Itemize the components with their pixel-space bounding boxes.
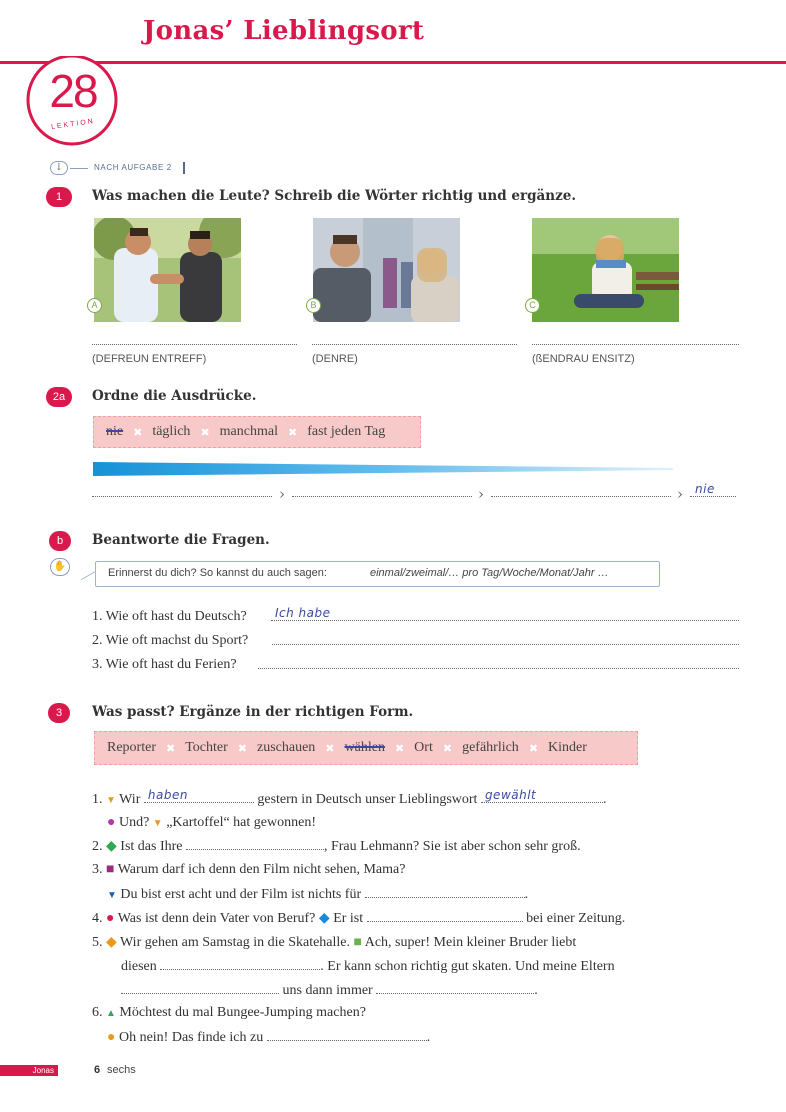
blank-5a[interactable] [160, 958, 320, 970]
page-number: 6 [94, 1064, 101, 1076]
task2b-instruction: Beantworte die Fragen. [92, 532, 270, 548]
word-chip: Reporter [107, 740, 156, 755]
task1-number: 1 [46, 187, 72, 207]
caption-b: (DENRE) [312, 353, 358, 365]
order-line-1[interactable] [92, 496, 272, 497]
answer-q1: Ich habe [275, 606, 331, 620]
hint-prefix: Erinnerst du dich? So kannst du auch sagen: [108, 567, 327, 579]
arrow-1: › [279, 485, 285, 503]
exercise-line-1: 1. ▼ Wir haben gestern in Deutsch unser Lieblingswort gewählt . [92, 788, 607, 807]
lesson-badge [24, 56, 121, 148]
page-title: Jonas’ Lieblingsort [143, 16, 425, 46]
word-chip: gefährlich [462, 740, 519, 755]
circle-icon: ● [107, 1030, 116, 1045]
square-icon: ■ [106, 862, 115, 877]
exercise-line-3: 3. ■ Warum darf ich denn den Film nicht sehen, Mama? [92, 862, 406, 877]
download-icon[interactable]: ↓ [50, 161, 68, 175]
footer-tab: Jonas [0, 1065, 58, 1076]
blank-5b[interactable] [121, 982, 279, 994]
photo-c [532, 218, 679, 322]
exercise-line-5b: diesen . Er kann schon richtig gut skaten. Und meine Eltern [121, 959, 615, 974]
exercise-line-1b: ● Und? ▼ „Kartoffel“ hat gewonnen! [107, 815, 316, 830]
separator-icon: ✖ [200, 425, 210, 439]
task2a-number: 2a [46, 387, 72, 407]
caption-c: (ßENDRAU ENSITZ) [532, 353, 635, 365]
exercise-line-2: 2. ◆ Ist das Ihre , Frau Lehmann? Sie ist aber schon sehr groß. [92, 839, 581, 854]
order-line-2[interactable] [292, 496, 472, 497]
arrow-3: › [677, 485, 683, 503]
page-word: sechs [107, 1064, 136, 1076]
word-chip: nie [106, 424, 124, 439]
photo-c-label: C [525, 298, 540, 313]
task2a-instruction: Ordne die Ausdrücke. [92, 388, 257, 404]
exercise-line-5: 5. ◆ Wir gehen am Samstag in die Skatehalle. ■ Ach, super! Mein kleiner Bruder liebt [92, 935, 577, 950]
separator-icon: ✖ [325, 741, 335, 755]
order-answer-4: nie [695, 482, 715, 496]
answer-line-q2[interactable] [272, 644, 739, 645]
hint-box-tail [81, 571, 96, 580]
square-icon: ■ [353, 935, 362, 950]
hint-examples: einmal/zweimal/… pro Tag/Woche/Monat/Jahr … [370, 567, 609, 579]
diamond-icon: ◆ [318, 911, 330, 926]
separator-icon: ✖ [287, 425, 298, 439]
exercise-line-4: 4. ● Was ist denn dein Vater von Beruf? ◆ Er ist bei einer Zeitung. [92, 911, 626, 926]
circle-icon: ● [107, 815, 116, 830]
triangle-icon: ▼ [152, 818, 163, 829]
separator-icon: ✖ [394, 741, 405, 755]
word-chip: wählen [344, 740, 385, 755]
task2a-wordbox [93, 416, 421, 448]
hint-hand-icon: ✋ [50, 558, 70, 576]
separator-icon: ✖ [528, 741, 539, 755]
nav-bar [183, 162, 185, 174]
lesson-label: LEKTION [50, 117, 96, 132]
order-line-3[interactable] [491, 496, 671, 497]
separator-icon: ✖ [165, 741, 176, 755]
answer-line-b[interactable] [312, 344, 517, 345]
nav-dash-line [70, 168, 88, 169]
frequency-gradient-bar [93, 461, 673, 475]
answer-line-q3[interactable] [258, 668, 739, 669]
photo-a-label: A [87, 298, 102, 313]
task3-wordbox [94, 731, 638, 765]
triangle-icon: ▼ [106, 795, 116, 806]
word-chip: fast jeden Tag [307, 424, 386, 439]
separator-icon: ✖ [442, 741, 453, 755]
word-chip: manchmal [219, 424, 278, 439]
task3-number: 3 [48, 703, 70, 723]
blank-6[interactable] [267, 1029, 427, 1041]
diamond-icon: ◆ [106, 935, 117, 950]
diamond-icon: ◆ [106, 839, 117, 854]
task1-instruction: Was machen die Leute? Schreib die Wörter richtig und ergänze. [92, 188, 577, 204]
separator-icon: ✖ [133, 425, 143, 439]
nav-label: NACH AUFGABE 2 [94, 163, 172, 172]
exercise-line-6b: ● Oh nein! Das finde ich zu . [107, 1030, 431, 1045]
word-chip: Kinder [548, 740, 587, 755]
exercise-line-3b: ▼ Du bist erst acht und der Film ist nichts für . [107, 887, 529, 902]
separator-icon: ✖ [237, 741, 247, 755]
blank-4[interactable] [367, 910, 523, 922]
word-chip: zuschauen [256, 740, 316, 755]
task2b-number: b [49, 531, 71, 551]
word-chip: Tochter [185, 740, 228, 755]
answer-line-a[interactable] [92, 344, 297, 345]
question-1: 1. Wie oft hast du Deutsch? [92, 609, 247, 624]
question-2: 2. Wie oft machst du Sport? [92, 633, 249, 648]
task3-instruction: Was passt? Ergänze in der richtigen Form. [92, 704, 414, 720]
blank-3[interactable] [365, 886, 525, 898]
answer-line-q1[interactable] [271, 620, 739, 621]
answer-line-c[interactable] [532, 344, 739, 345]
photo-a [94, 218, 241, 322]
order-line-4[interactable] [690, 496, 736, 497]
blank-1b[interactable]: gewählt [481, 791, 603, 803]
exercise-line-5c: uns dann immer . [121, 982, 538, 999]
photo-b-label: B [306, 298, 321, 313]
lesson-number: 28 [49, 65, 97, 117]
exercise-line-6: 6. ▲ Möchtest du mal Bungee-Jumping machen? [92, 1005, 366, 1020]
word-chip: täglich [152, 424, 191, 439]
arrow-2: › [478, 485, 484, 503]
triangle-icon: ▲ [106, 1008, 116, 1019]
photo-b [313, 218, 460, 322]
caption-a: (DEFREUN ENTREFF) [92, 353, 207, 365]
blank-1a[interactable]: haben [144, 791, 254, 803]
blank-5c[interactable] [376, 982, 534, 994]
triangle-icon: ▼ [107, 890, 117, 901]
question-3: 3. Wie oft hast du Ferien? [92, 657, 237, 672]
word-chip: Ort [414, 740, 433, 755]
blank-2[interactable] [186, 838, 324, 850]
circle-icon: ● [106, 911, 115, 926]
